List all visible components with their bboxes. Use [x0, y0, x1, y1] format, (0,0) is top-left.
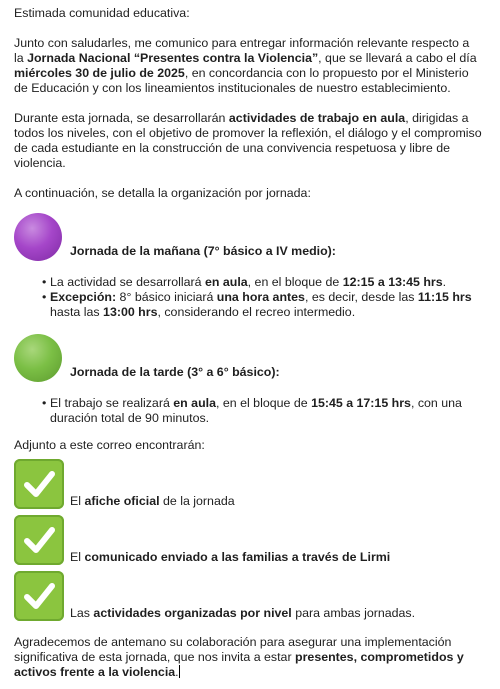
bullet: • [42, 290, 47, 304]
item-bold: en aula [204, 275, 248, 289]
intro-paragraph [14, 36, 482, 96]
item-text: , en el bloque de [247, 275, 343, 289]
attachment-bold: afiche oficial [84, 494, 160, 508]
attach-intro: Adjunto a este correo encontrarán: [14, 438, 205, 452]
second-text-2: , dirigidas a todos los niveles, con el objetivo de promover la reflexión, el diálogo y el compromiso de cada estudiante en la construcción de una convivencia respetuosa y libre de violencia. [14, 111, 482, 170]
second-paragraph [14, 111, 482, 171]
purple-circle-icon [14, 213, 62, 261]
closing-paragraph [14, 635, 482, 680]
list-item [14, 275, 482, 290]
email-body [14, 6, 482, 680]
item-bold: 15:45 a 17:15 hrs [311, 396, 411, 410]
afternoon-title: Jornada de la tarde (3° a 6° básico): [70, 365, 280, 379]
morning-list [14, 275, 482, 320]
item-text: , es decir, desde las [304, 290, 418, 304]
item-text: , con una duración total de 90 minutos. [50, 396, 462, 425]
item-bold: en aula [173, 396, 216, 410]
attachment-text-1: Las [70, 606, 94, 620]
morning-heading [14, 213, 482, 261]
intro-text-2: , que se llevará a cabo el día [318, 51, 477, 65]
item-bold: una hora antes [216, 290, 305, 304]
intro-text-1: Junto con saludarles, me comunico para entregar información relevante respecto a la [14, 36, 470, 65]
intro-bold-event: Jornada Nacional “Presentes contra la Violencia” [27, 51, 319, 65]
attachment-text [70, 606, 415, 621]
attachment-text-2: para ambas jornadas. [291, 606, 416, 620]
item-text: , en el bloque de [215, 396, 312, 410]
closing-bold: presentes, comprometidos y activos frente a la violencia [14, 650, 464, 679]
second-bold: actividades de trabajo en aula [228, 111, 406, 125]
item-text: , considerando el recreo intermedio. [157, 305, 356, 319]
item-text: 8° básico iniciará [116, 290, 217, 304]
greeting: Estimada comunidad educativa: [14, 6, 190, 20]
attachment-item [14, 459, 482, 509]
attachment-text-1: El [70, 550, 85, 564]
attachment-item [14, 515, 482, 565]
attachment-item [14, 571, 482, 621]
check-mark-icon [14, 515, 64, 565]
list-item [14, 290, 482, 320]
item-bold: 12:15 a 13:45 hrs [342, 275, 443, 289]
afternoon-list [14, 396, 482, 426]
bullet: • [42, 396, 47, 410]
attachment-text [70, 494, 235, 509]
item-bold: 11:15 hrs [417, 290, 472, 304]
attachment-text [70, 550, 390, 565]
item-text: hasta las [50, 305, 104, 319]
check-mark-icon [14, 459, 64, 509]
detail-intro: A continuación, se detalla la organización por jornada: [14, 186, 311, 200]
item-text: . [442, 275, 447, 289]
item-text: La actividad se desarrollará [50, 275, 205, 289]
morning-title: Jornada de la mañana (7° básico a IV medio): [70, 244, 336, 258]
bullet: • [42, 275, 47, 289]
item-bold: Excepción: [50, 290, 117, 304]
attachment-text-2: de la jornada [159, 494, 235, 508]
attachment-text-1: El [70, 494, 85, 508]
closing-text-2: . [175, 665, 179, 679]
text-cursor [179, 665, 180, 678]
intro-text-3: , en concordancia con lo propuesto por el Ministerio de Educación y con los lineamientos institucionales de nuestro establecimiento. [14, 66, 469, 95]
list-item [14, 396, 482, 426]
item-text: El trabajo se realizará [50, 396, 174, 410]
afternoon-heading [14, 334, 482, 382]
green-circle-icon [14, 334, 62, 382]
check-mark-icon [14, 571, 64, 621]
second-text-1: Durante esta jornada, se desarrollarán [14, 111, 229, 125]
attachment-bold: actividades organizadas por nivel [93, 606, 292, 620]
attachment-bold: comunicado enviado a las familias a través de Lirmi [84, 550, 391, 564]
closing-text-1: Agradecemos de antemano su colaboración para asegurar una implementación significativa de esta jornada, que nos invita a estar [14, 635, 452, 664]
intro-bold-date: miércoles 30 de julio de 2025 [14, 66, 185, 80]
item-bold: 13:00 hrs [103, 305, 158, 319]
